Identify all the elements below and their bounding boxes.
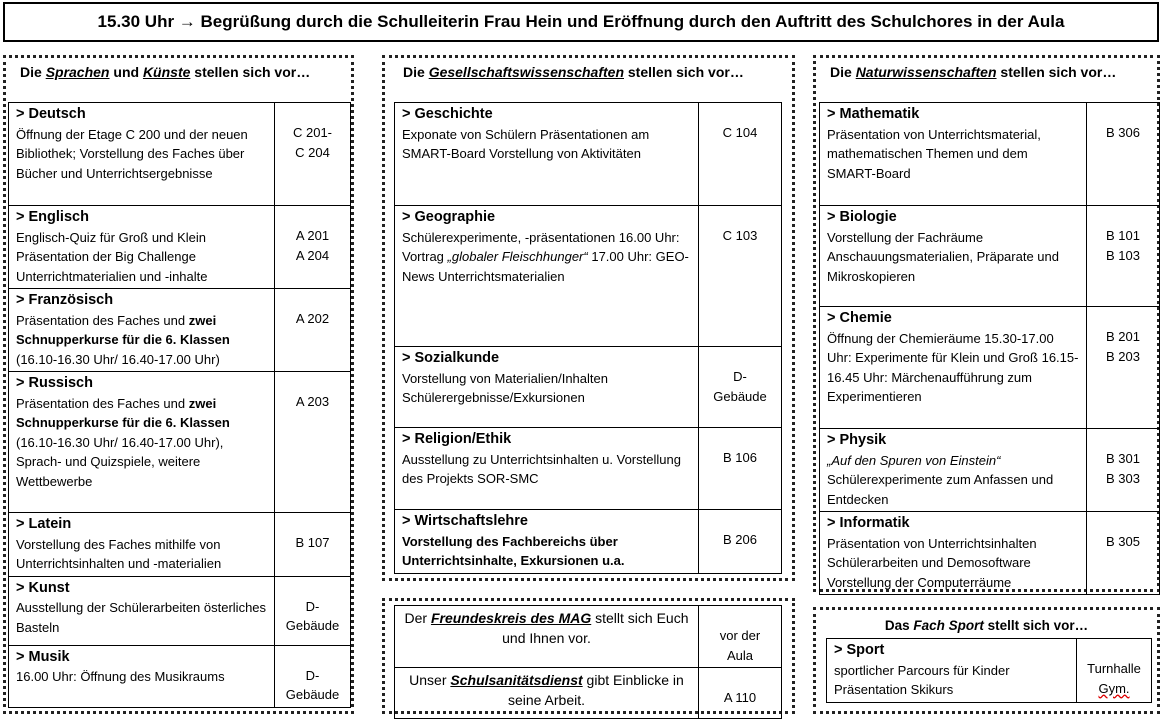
text: „globaler Fleischhunger“ [447,249,588,264]
table-row [820,307,1160,429]
text: B 301 [1106,451,1140,466]
text: Sprachen [45,64,110,80]
room-cell [1087,103,1160,206]
subject-cell [395,206,699,347]
text: Schülerexperimente, -präsentationen 16.00 Uhr: Vortrag [402,229,680,264]
room-cell [275,576,351,645]
sanitaet-cell [395,668,699,719]
text: Präsentation von Unterrichtsmaterial, mathematischen Themen und dem SMART-Board [827,126,1041,181]
text: Freundeskreis des MAG [430,610,592,626]
section-title-gesellschaft [403,64,744,80]
text: C 204 [295,144,330,160]
table-row [9,289,351,372]
subject-cell [395,428,699,510]
table-row [9,513,351,577]
text: > Informatik [827,515,910,531]
table-row [395,428,782,510]
text: B 203 [1106,348,1140,364]
table-row [395,347,782,428]
text: stellen sich vor… [996,64,1117,80]
table-sprachen [8,102,351,708]
table-row [820,206,1160,307]
table-row [9,206,351,289]
text: Aula [726,647,754,663]
text: Schnupperkurse für die 6. Klassen [16,415,230,430]
text: 16.00 Uhr: Öffnung des Musikraums [16,669,225,684]
table-row [820,429,1160,512]
room-cell [275,513,351,577]
section-title-sprachen [20,64,310,80]
text: Gebäude [285,687,340,702]
text: > Sozialkunde [402,350,500,366]
text: A 201 [295,228,330,243]
text: Die [403,64,429,80]
text: Schulsanitätsdienst [450,672,583,688]
text: > Deutsch [16,106,86,122]
text: Gym. [1098,680,1130,696]
room-cell [1087,429,1160,512]
text: > Russisch [16,375,93,391]
text: > Latein [16,516,72,532]
subject-cell [827,639,1077,703]
text: B 206 [723,532,757,547]
text: A 204 [295,247,330,263]
table-sport [826,638,1152,703]
text: Vorstellung des Fachbereichs über Unterrichtsinhalte, Exkursionen u.a. [402,533,625,568]
text: Präsentation des Faches und [16,395,189,411]
table-row [9,645,351,707]
text: B 103 [1106,247,1140,263]
text: und [109,64,143,80]
text: Präsentation von Unterrichtsinhalten Schülerarbeiten und Demosoftware Vorstellung der Computerräume [827,535,1037,590]
text: B 101 [1106,228,1140,243]
room-cell [275,645,351,707]
text: 17.00 Uhr: GEO-News Unterrichtsmaterialien [402,249,689,284]
text: stellen sich vor… [190,64,311,80]
text: Das [884,618,914,633]
text: Vorstellung des Faches mithilfe von Unterrichtsinhalten und -materialien [16,536,222,571]
text: B 107 [295,535,330,550]
text: stellen sich vor… [624,64,744,80]
text: > Englisch [16,209,89,225]
table-row [395,103,782,206]
text: Ausstellung der Schülerarbeiten österliches Basteln [16,600,267,635]
text: > Musik [16,648,70,665]
section-title-sport [813,618,1160,633]
text: > Wirtschaftslehre [402,513,528,529]
text: B 306 [1106,125,1140,140]
text: Schnupperkurse für die 6. Klassen [16,332,230,347]
room-cell [275,372,351,513]
text: > Geschichte [402,106,493,122]
text: > Sport [834,642,885,658]
text: A 203 [295,394,330,409]
table-row [827,639,1152,703]
text: C 103 [722,228,758,243]
text: zwei [188,395,217,411]
room-cell [1087,307,1160,429]
subject-cell [395,103,699,206]
room-cell [699,206,782,347]
text: „Auf den Spuren von Einstein“ [827,452,1001,468]
text: (16.10-16.30 Uhr/ 16.40-17.00 Uhr) [16,351,220,367]
text: Naturwissenschaften [855,64,997,80]
subject-cell [9,372,275,513]
subject-cell [820,103,1087,206]
table-natur [819,102,1160,595]
text: Fach Sport [913,618,984,633]
room-cell [699,103,782,206]
subject-cell [820,512,1087,595]
freundeskreis-cell [395,606,699,668]
text: > Religion/Ethik [402,431,512,447]
text: > Geographie [402,209,496,225]
table-row [9,103,351,206]
table-row [395,206,782,347]
subject-cell [395,347,699,428]
text: Der [404,610,431,626]
text: Englisch-Quiz für Groß und Klein Präsentation der Big Challenge Unterrichtmaterialien und -inhalte [16,229,208,284]
table-row [395,606,782,668]
text: Exponate von Schülern Präsentationen am SMART-Board Vorstellung von Aktivitäten [402,126,650,161]
text: D- [305,598,320,614]
room-cell [699,347,782,428]
text: Präsentation des Faches und [16,312,189,328]
room-cell [1077,639,1152,703]
text: > Chemie [827,310,892,326]
text: zwei [188,312,217,328]
text: Die [830,64,856,80]
text: (16.10-16.30 Uhr/ 16.40-17.00 Uhr), Sprach- und Quizspiele, weitere Wettbewerbe [16,434,224,489]
text: > Mathematik [827,106,920,122]
table-row [820,103,1160,206]
text: A 202 [295,311,330,326]
text: stellt sich vor… [983,618,1089,633]
event-header [3,2,1159,42]
text: > Biologie [827,209,897,225]
header-text: 15.30 Uhr → Begrüßung durch die Schulleiterin Frau Hein und Eröffnung durch den Auftritt des Schulchores in der Aula [97,12,1065,31]
text: Öffnung der Etage C 200 und der neuen Bibliothek; Vorstellung des Faches über Bücher und Unterrichtsergebnisse [16,126,248,181]
text: Gesellschaftswissenschaften [428,64,624,80]
table-row [9,372,351,513]
table-row [395,510,782,574]
table-row [9,576,351,645]
room-cell [699,428,782,510]
text: A 110 [723,690,757,705]
text: Künste [142,64,191,80]
text: sportlicher Parcours für Kinder Präsentation Skikurs [834,662,1010,697]
room-cell [1087,206,1160,307]
room-cell [275,289,351,372]
subject-cell [820,429,1087,512]
table-row [820,512,1160,595]
text: stellt sich Euch und Ihnen vor. [502,610,689,646]
room-cell [275,206,351,289]
text: Vorstellung der Fachräume Anschauungsmaterialien, Präparate und Mikroskopieren [827,229,1059,284]
text: B 201 [1106,329,1140,344]
text: Gebäude [285,618,340,633]
text: Gebäude [713,388,767,404]
room-cell [699,606,782,668]
table-extra [394,605,782,719]
text: Die [20,64,46,80]
room-cell [275,103,351,206]
room-cell [699,510,782,574]
text: Vorstellung von Materialien/Inhalten Schülerergebnisse/Exkursionen [402,370,608,405]
text: gibt Einblicke in seine Arbeit. [507,672,684,708]
text: vor der [719,628,761,643]
text: C 201- [292,125,333,140]
text: Öffnung der Chemieräume 15.30-17.00 Uhr: Experimente für Klein und Groß 16.15-16.45 Uhr: Märchenaufführung zum Experimentieren [827,330,1079,404]
subject-cell [820,307,1087,429]
subject-cell [9,645,275,707]
text: D- [733,369,747,384]
subject-cell [9,576,275,645]
subject-cell [395,510,699,574]
text: > Französisch [16,292,114,308]
text: B 106 [723,450,757,465]
text: C 104 [722,125,758,140]
text: > Kunst [16,579,70,596]
text: Schülerexperimente zum Anfassen und Entdecken [827,472,1054,507]
text: D- [305,667,320,683]
subject-cell [9,206,275,289]
text: Turnhalle [1087,661,1141,676]
subject-cell [9,289,275,372]
text: Unser [409,672,451,688]
subject-cell [9,103,275,206]
text: B 303 [1106,470,1140,486]
room-cell [1087,512,1160,595]
room-cell [699,668,782,719]
text: Ausstellung zu Unterrichtsinhalten u. Vorstellung des Projekts SOR-SMC [402,451,681,486]
table-row [395,668,782,719]
text: B 305 [1106,534,1140,549]
subject-cell [820,206,1087,307]
text: > Physik [827,432,887,448]
table-gesellschaft [394,102,782,574]
section-title-natur [830,64,1116,80]
subject-cell [9,513,275,577]
